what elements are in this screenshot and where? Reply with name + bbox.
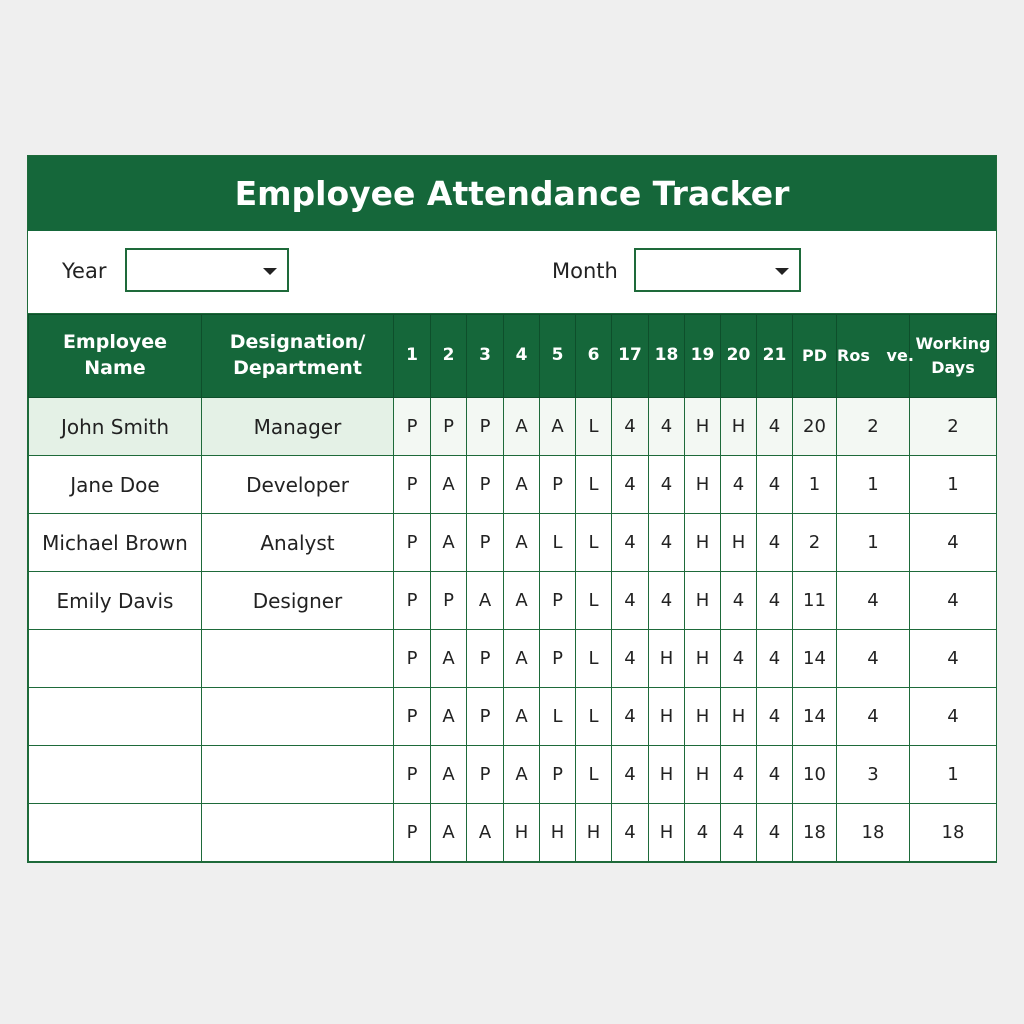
- attendance-cell[interactable]: H: [685, 746, 721, 804]
- attendance-cell[interactable]: A: [467, 572, 504, 630]
- attendance-cell[interactable]: 4: [757, 398, 793, 456]
- designation-cell[interactable]: Designer: [202, 572, 394, 630]
- designation-cell[interactable]: [202, 688, 394, 746]
- ros-cell[interactable]: 4: [837, 688, 910, 746]
- attendance-cell[interactable]: 4: [721, 572, 757, 630]
- table-row: [29, 456, 997, 514]
- attendance-cell[interactable]: H: [540, 804, 576, 862]
- month-label: Month: [552, 259, 618, 283]
- attendance-cell[interactable]: H: [685, 572, 721, 630]
- attendance-cell[interactable]: 4: [612, 456, 649, 514]
- attendance-cell[interactable]: 4: [757, 688, 793, 746]
- attendance-cell[interactable]: H: [685, 456, 721, 514]
- header-ros: Ros ve.: [837, 315, 910, 398]
- attendance-cell[interactable]: P: [467, 514, 504, 572]
- attendance-cell[interactable]: A: [431, 746, 467, 804]
- designation-cell[interactable]: Developer: [202, 456, 394, 514]
- designation-cell[interactable]: [202, 746, 394, 804]
- ros-cell[interactable]: 18: [837, 804, 910, 862]
- employee-name-cell[interactable]: [29, 688, 202, 746]
- attendance-cell[interactable]: L: [576, 630, 612, 688]
- attendance-cell[interactable]: A: [504, 514, 540, 572]
- attendance-cell[interactable]: L: [576, 514, 612, 572]
- designation-cell[interactable]: [202, 804, 394, 862]
- attendance-cell[interactable]: 4: [757, 514, 793, 572]
- table-row: [29, 746, 997, 804]
- pd-cell[interactable]: 11: [793, 572, 837, 630]
- attendance-cell[interactable]: P: [467, 398, 504, 456]
- attendance-cell[interactable]: A: [504, 572, 540, 630]
- attendance-cell[interactable]: P: [394, 456, 431, 514]
- attendance-cell[interactable]: A: [540, 398, 576, 456]
- header-day: 1: [394, 315, 431, 398]
- working-days-cell[interactable]: 4: [910, 514, 997, 572]
- attendance-cell[interactable]: H: [685, 398, 721, 456]
- attendance-cell[interactable]: L: [540, 514, 576, 572]
- ros-cell[interactable]: 4: [837, 572, 910, 630]
- attendance-cell[interactable]: 4: [612, 746, 649, 804]
- pd-cell[interactable]: 20: [793, 398, 837, 456]
- employee-name-cell[interactable]: [29, 630, 202, 688]
- attendance-cell[interactable]: H: [721, 398, 757, 456]
- attendance-cell[interactable]: L: [576, 456, 612, 514]
- attendance-cell[interactable]: H: [721, 514, 757, 572]
- header-day: 5: [540, 315, 576, 398]
- attendance-cell[interactable]: P: [467, 630, 504, 688]
- attendance-cell[interactable]: H: [649, 688, 685, 746]
- header-day: 2: [431, 315, 467, 398]
- employee-name-cell[interactable]: [29, 746, 202, 804]
- working-days-cell[interactable]: 1: [910, 456, 997, 514]
- pd-cell[interactable]: 18: [793, 804, 837, 862]
- table-row: [29, 804, 997, 862]
- header-day: 4: [504, 315, 540, 398]
- attendance-cell[interactable]: 4: [757, 746, 793, 804]
- pd-cell[interactable]: 1: [793, 456, 837, 514]
- pd-cell[interactable]: 2: [793, 514, 837, 572]
- attendance-cell[interactable]: 4: [612, 398, 649, 456]
- attendance-cell[interactable]: 4: [721, 746, 757, 804]
- working-days-cell[interactable]: 4: [910, 572, 997, 630]
- header-day: 18: [649, 315, 685, 398]
- pd-cell[interactable]: 14: [793, 630, 837, 688]
- attendance-cell[interactable]: P: [394, 688, 431, 746]
- attendance-cell[interactable]: H: [721, 688, 757, 746]
- attendance-cell[interactable]: A: [504, 398, 540, 456]
- attendance-sheet: [27, 155, 997, 863]
- attendance-cell[interactable]: P: [467, 746, 504, 804]
- attendance-cell[interactable]: P: [467, 456, 504, 514]
- attendance-table: [28, 314, 997, 862]
- designation-cell[interactable]: [202, 630, 394, 688]
- attendance-cell[interactable]: A: [431, 456, 467, 514]
- employee-name-cell[interactable]: Emily Davis: [29, 572, 202, 630]
- attendance-cell[interactable]: P: [431, 572, 467, 630]
- attendance-cell[interactable]: P: [467, 688, 504, 746]
- header-day: 17: [612, 315, 649, 398]
- sheet-title: Employee Attendance Tracker: [28, 156, 996, 231]
- attendance-cell[interactable]: H: [504, 804, 540, 862]
- attendance-cell[interactable]: H: [649, 746, 685, 804]
- attendance-cell[interactable]: L: [576, 746, 612, 804]
- table-body: [29, 398, 997, 862]
- attendance-cell[interactable]: P: [540, 572, 576, 630]
- employee-name-cell[interactable]: Jane Doe: [29, 456, 202, 514]
- attendance-cell[interactable]: A: [431, 514, 467, 572]
- attendance-cell[interactable]: 4: [649, 514, 685, 572]
- employee-name-cell[interactable]: Michael Brown: [29, 514, 202, 572]
- pd-cell[interactable]: 10: [793, 746, 837, 804]
- table-row: [29, 630, 997, 688]
- attendance-cell[interactable]: A: [431, 630, 467, 688]
- attendance-cell[interactable]: 4: [612, 572, 649, 630]
- year-label: Year: [62, 259, 107, 283]
- attendance-cell[interactable]: A: [504, 688, 540, 746]
- attendance-cell[interactable]: L: [576, 572, 612, 630]
- header-day: 21: [757, 315, 793, 398]
- designation-cell[interactable]: Analyst: [202, 514, 394, 572]
- attendance-cell[interactable]: 4: [612, 688, 649, 746]
- attendance-cell[interactable]: P: [394, 398, 431, 456]
- header-day: 6: [576, 315, 612, 398]
- year-select[interactable]: [125, 248, 289, 292]
- attendance-cell[interactable]: 4: [649, 572, 685, 630]
- table-row: [29, 514, 997, 572]
- attendance-cell[interactable]: H: [685, 514, 721, 572]
- header-employee-name: Employee Name: [29, 315, 202, 398]
- attendance-cell[interactable]: H: [685, 630, 721, 688]
- attendance-cell[interactable]: 4: [649, 398, 685, 456]
- ros-cell[interactable]: 2: [837, 398, 910, 456]
- attendance-cell[interactable]: P: [540, 630, 576, 688]
- attendance-cell[interactable]: L: [540, 688, 576, 746]
- attendance-cell[interactable]: L: [576, 688, 612, 746]
- attendance-cell[interactable]: 4: [721, 456, 757, 514]
- header-pd: PD: [793, 315, 837, 398]
- pd-cell[interactable]: 14: [793, 688, 837, 746]
- designation-cell[interactable]: Manager: [202, 398, 394, 456]
- table-row: [29, 572, 997, 630]
- attendance-cell[interactable]: 4: [721, 804, 757, 862]
- attendance-cell[interactable]: 4: [757, 630, 793, 688]
- chevron-down-icon: [775, 268, 789, 275]
- employee-name-cell[interactable]: [29, 804, 202, 862]
- attendance-cell[interactable]: 4: [757, 804, 793, 862]
- table-header-row: [29, 315, 997, 398]
- attendance-cell[interactable]: P: [540, 456, 576, 514]
- attendance-cell[interactable]: 4: [757, 572, 793, 630]
- header-working-days: Working Days: [910, 315, 997, 398]
- attendance-cell[interactable]: H: [649, 804, 685, 862]
- attendance-cell[interactable]: A: [504, 630, 540, 688]
- attendance-cell[interactable]: A: [431, 804, 467, 862]
- attendance-cell[interactable]: A: [431, 688, 467, 746]
- attendance-cell[interactable]: P: [394, 630, 431, 688]
- working-days-cell[interactable]: 4: [910, 688, 997, 746]
- attendance-cell[interactable]: A: [504, 456, 540, 514]
- header-day: 3: [467, 315, 504, 398]
- attendance-cell[interactable]: 4: [649, 456, 685, 514]
- attendance-cell[interactable]: P: [540, 746, 576, 804]
- attendance-cell[interactable]: 4: [612, 804, 649, 862]
- attendance-cell[interactable]: 4: [721, 630, 757, 688]
- chevron-down-icon: [263, 268, 277, 275]
- attendance-cell[interactable]: 4: [685, 804, 721, 862]
- header-designation: Designation/ Department: [202, 315, 394, 398]
- attendance-cell[interactable]: P: [394, 746, 431, 804]
- attendance-cell[interactable]: 4: [612, 514, 649, 572]
- table-row: [29, 688, 997, 746]
- ros-cell[interactable]: 4: [837, 630, 910, 688]
- attendance-cell[interactable]: H: [685, 688, 721, 746]
- working-days-cell[interactable]: 4: [910, 630, 997, 688]
- attendance-cell[interactable]: A: [504, 746, 540, 804]
- ros-cell[interactable]: 1: [837, 456, 910, 514]
- ros-cell[interactable]: 1: [837, 514, 910, 572]
- working-days-cell[interactable]: 18: [910, 804, 997, 862]
- filter-bar: [28, 231, 996, 314]
- attendance-cell[interactable]: A: [467, 804, 504, 862]
- attendance-cell[interactable]: P: [394, 514, 431, 572]
- month-select[interactable]: [634, 248, 801, 292]
- working-days-cell[interactable]: 2: [910, 398, 997, 456]
- table-row: [29, 398, 997, 456]
- header-day: 20: [721, 315, 757, 398]
- header-day: 19: [685, 315, 721, 398]
- attendance-cell[interactable]: H: [576, 804, 612, 862]
- attendance-cell[interactable]: L: [576, 398, 612, 456]
- attendance-cell[interactable]: 4: [757, 456, 793, 514]
- working-days-cell[interactable]: 1: [910, 746, 997, 804]
- attendance-cell[interactable]: P: [431, 398, 467, 456]
- attendance-cell[interactable]: H: [649, 630, 685, 688]
- attendance-cell[interactable]: P: [394, 804, 431, 862]
- employee-name-cell[interactable]: John Smith: [29, 398, 202, 456]
- attendance-cell[interactable]: P: [394, 572, 431, 630]
- attendance-cell[interactable]: 4: [612, 630, 649, 688]
- ros-cell[interactable]: 3: [837, 746, 910, 804]
